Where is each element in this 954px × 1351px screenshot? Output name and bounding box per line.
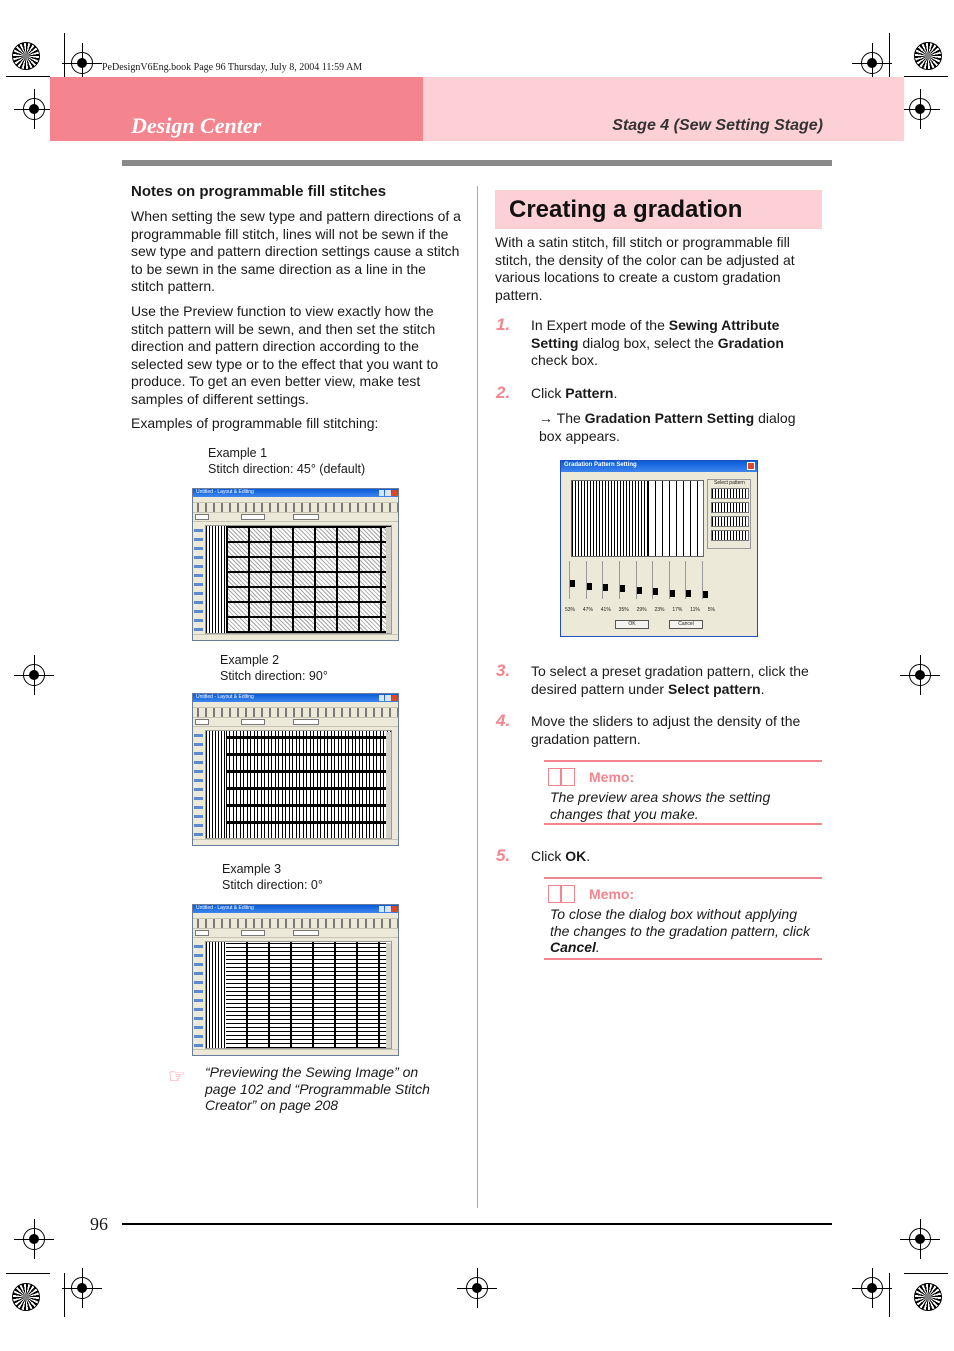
registration-target-icon	[466, 1277, 488, 1299]
density-percent: 41%	[600, 607, 611, 613]
step-number: 2.	[496, 383, 511, 402]
registration-target-icon	[23, 664, 45, 686]
density-slider[interactable]	[669, 561, 676, 599]
slider-thumb[interactable]	[603, 584, 608, 591]
example-screenshot	[192, 904, 399, 1056]
notes-paragraph: Examples of programmable fill stitching:	[131, 415, 379, 431]
step-number: 4.	[496, 711, 511, 730]
select-pattern-group	[707, 479, 751, 549]
header-rule	[122, 160, 832, 166]
slider-thumb[interactable]	[703, 591, 708, 598]
memo-label: Memo:	[589, 769, 635, 785]
registration-target-icon	[71, 1277, 93, 1299]
stitch-pattern-45	[226, 526, 391, 633]
density-percent: 5%	[707, 607, 715, 613]
density-slider[interactable]	[569, 561, 576, 599]
crop-mark	[64, 33, 65, 77]
registration-target-icon	[909, 98, 931, 120]
header-title: Design Center	[131, 113, 262, 138]
slider-thumb[interactable]	[686, 590, 691, 597]
density-percent: 11%	[690, 607, 700, 613]
registration-target-icon	[23, 1228, 45, 1250]
page-number: 96	[90, 1214, 108, 1234]
memo-label: Memo:	[589, 886, 635, 902]
step-text: Click OK.	[531, 848, 591, 864]
close-icon	[747, 462, 755, 470]
slider-thumb[interactable]	[620, 585, 625, 592]
density-slider[interactable]	[619, 561, 626, 599]
select-pattern-label: Select pattern	[714, 480, 745, 486]
density-slider[interactable]	[702, 561, 709, 599]
header-stage: Stage 4 (Sew Setting Stage)	[612, 117, 823, 134]
slider-thumb[interactable]	[570, 580, 575, 587]
registration-target-icon	[909, 664, 931, 686]
density-slider[interactable]	[685, 561, 692, 599]
density-percents	[565, 607, 715, 613]
example-direction: Stitch direction: 90°	[220, 669, 328, 683]
step-text: To select a preset gradation pattern, click the desired pattern under Select pattern.	[531, 663, 809, 697]
memo-book-icon	[548, 768, 575, 786]
crop-mark	[904, 76, 948, 77]
gradation-preview	[571, 480, 704, 557]
screenshot-title: Untitled - Layout & Editing	[196, 694, 254, 700]
gradation-dialog-screenshot	[560, 460, 758, 637]
memo-text: To close the dialog box without applying the changes to the gradation pattern, click Cancel.	[550, 906, 810, 955]
example-label: Example 1	[208, 446, 268, 460]
slider-thumb[interactable]	[637, 587, 642, 594]
example-screenshot	[192, 693, 399, 846]
crop-mark	[6, 1273, 50, 1274]
step-text: Move the sliders to adjust the density of the gradation pattern.	[531, 713, 801, 747]
intro-paragraph: With a satin stitch, fill stitch or programmable fill stitch, the density of the color can be adjusted at various locations to create a custom gradation pattern.	[495, 234, 795, 303]
crop-mark	[889, 1273, 890, 1317]
registration-star-icon	[914, 1283, 942, 1311]
footer-rule	[122, 1223, 832, 1225]
step-text: In Expert mode of the Sewing Attribute Setting dialog box, select the Gradation check box.	[531, 317, 784, 369]
registration-target-icon	[23, 98, 45, 120]
density-percent: 29%	[636, 607, 647, 613]
density-slider[interactable]	[602, 561, 609, 599]
example-screenshot	[192, 488, 399, 641]
slider-thumb[interactable]	[670, 590, 675, 597]
dialog-title: Gradation Pattern Setting	[564, 462, 637, 468]
stitch-pattern-0	[226, 942, 391, 1048]
notes-paragraph: When setting the sew type and pattern directions of a programmable fill stitch, lines will not be sewn if the sew type and pattern direction settings cause a stitch to be sewn in the same direction as a line in the stitch pattern.	[131, 208, 461, 295]
section-title: Creating a gradation	[509, 196, 743, 223]
stitch-pattern-90	[226, 731, 391, 838]
density-percent: 53%	[565, 607, 576, 613]
registration-star-icon	[914, 42, 942, 70]
screenshot-title: Untitled - Layout & Editing	[196, 489, 254, 495]
step-number: 5.	[496, 846, 511, 865]
slider-thumb[interactable]	[653, 588, 658, 595]
arrow-icon: →	[539, 410, 553, 426]
notes-title: Notes on programmable fill stitches	[131, 183, 387, 200]
memo-text: The preview area shows the setting changes that you make.	[550, 789, 771, 822]
registration-target-icon	[71, 52, 93, 74]
example-caption	[208, 445, 365, 477]
column-divider	[477, 186, 478, 1208]
file-stamp: PeDesignV6Eng.book Page 96 Thursday, July 8, 2004 11:59 AM	[102, 62, 363, 73]
example-caption	[222, 861, 323, 893]
registration-target-icon	[909, 1228, 931, 1250]
density-sliders	[569, 561, 709, 601]
registration-star-icon	[12, 1283, 40, 1311]
crop-mark	[6, 76, 50, 77]
registration-star-icon	[12, 42, 40, 70]
step-number: 3.	[496, 661, 511, 680]
screenshot-title: Untitled - Layout & Editing	[196, 905, 254, 911]
notes-paragraph: Use the Preview function to view exactly how the stitch pattern will be sewn, and then set the stitch direction and pattern direction according to the selected sew type or to the effect that you want to produce. To get an even better view, make test samples of different settings.	[131, 303, 439, 407]
crop-mark	[904, 1273, 948, 1274]
density-percent: 35%	[618, 607, 629, 613]
step-text: Click Pattern.	[531, 385, 618, 401]
example-label: Example 2	[220, 653, 280, 667]
memo-book-icon	[548, 885, 575, 903]
step-number: 1.	[496, 315, 511, 334]
density-slider[interactable]	[636, 561, 643, 599]
density-percent: 23%	[654, 607, 665, 613]
density-slider[interactable]	[586, 561, 593, 599]
ok-button[interactable]: OK	[615, 620, 649, 629]
step-result: → The Gradation Pattern Setting dialog box appears.	[539, 410, 796, 444]
reference-link[interactable]: “Previewing the Sewing Image” on page 102 and “Programmable Stitch Creator” on page 208	[205, 1064, 430, 1113]
slider-thumb[interactable]	[587, 583, 592, 590]
crop-mark	[889, 33, 890, 77]
example-caption	[220, 652, 328, 684]
density-percent: 17%	[672, 607, 683, 613]
pointing-hand-icon: ☞	[168, 1066, 186, 1088]
example-direction: Stitch direction: 0°	[222, 878, 323, 892]
crop-mark	[64, 1273, 65, 1317]
density-slider[interactable]	[652, 561, 659, 599]
registration-target-icon	[861, 52, 883, 74]
density-percent: 47%	[582, 607, 593, 613]
memo-box	[544, 877, 822, 960]
memo-box	[544, 760, 822, 825]
registration-target-icon	[861, 1277, 883, 1299]
example-direction: Stitch direction: 45° (default)	[208, 462, 366, 476]
cancel-button[interactable]: Cancel	[669, 620, 703, 629]
example-label: Example 3	[222, 862, 282, 876]
